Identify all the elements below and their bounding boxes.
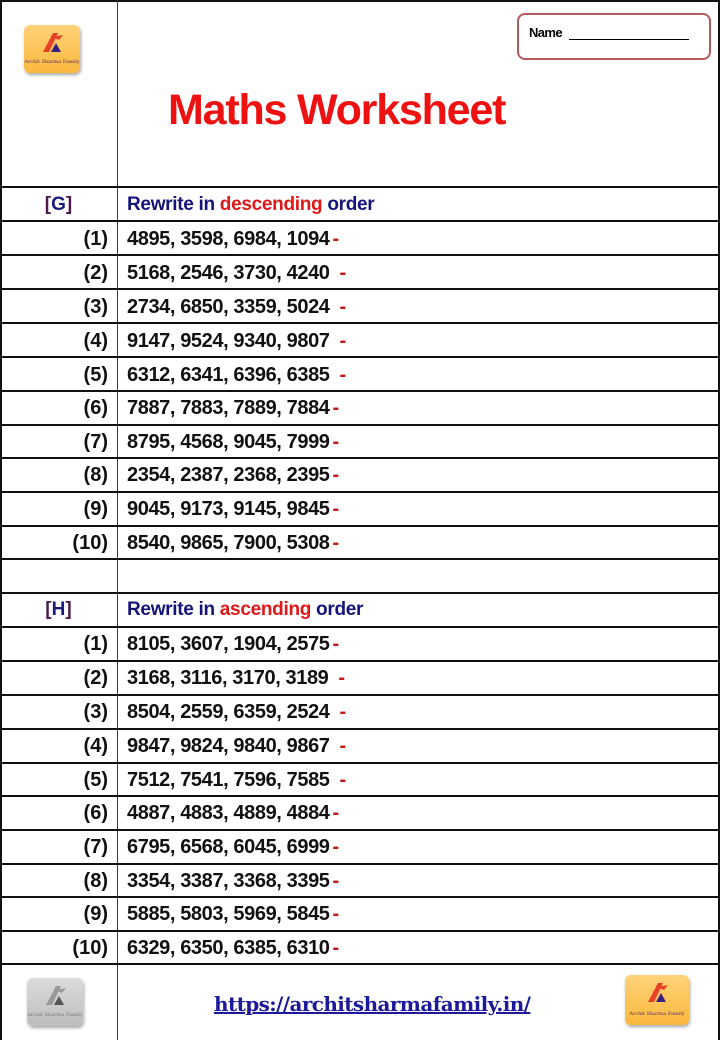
question-numbers: 4895, 3598, 6984, 1094 - [127,228,339,250]
question-row [0,324,720,358]
section-id: [G] [44,194,73,215]
question-row [0,763,720,797]
question-numbers: 6312, 6341, 6396, 6385 - [127,364,346,386]
question-numbers: 9847, 9824, 9840, 9867 - [127,735,346,757]
question-numbers: 8504, 2559, 6359, 2524 - [127,701,346,723]
footer-logo-gray [27,978,83,1026]
answer-dash: - [332,903,339,925]
answer-dash: - [339,735,346,757]
instruction-keyword: descending [219,194,323,215]
question-row [0,695,720,729]
logo-mark-icon [644,981,670,1003]
section-id: [H] [45,599,72,620]
question-row [0,796,720,830]
question-number: (7) [83,836,108,858]
logo-mark-icon [39,31,65,53]
question-numbers: 2734, 6850, 3359, 5024 - [127,296,346,318]
question-number: (5) [83,364,108,386]
question-number: (4) [83,735,108,757]
question-numbers: 3354, 3387, 3368, 3395 - [127,870,339,892]
question-row [0,627,720,661]
question-row [0,492,720,526]
question-number: (8) [83,464,108,486]
section-header-row [0,188,720,222]
question-number: (6) [83,397,108,419]
logo-text: Archit Sharma Family [629,1011,685,1017]
question-number: (6) [83,802,108,824]
answer-dash: - [338,667,345,689]
question-numbers: 5885, 5803, 5969, 5845 - [127,903,339,925]
question-row [0,864,720,898]
question-numbers: 7512, 7541, 7596, 7585 - [127,769,346,791]
logo-text: Archit Sharma Family [27,1012,83,1018]
answer-dash: - [339,769,346,791]
answer-dash: - [332,397,339,419]
instruction-keyword: ascending [219,599,312,620]
page-border-top [0,0,720,2]
question-numbers: 8105, 3607, 1904, 2575 - [127,633,339,655]
question-number: (10) [72,532,108,554]
page-title: Maths Worksheet [168,86,506,134]
answer-dash: - [339,296,346,318]
question-number: (3) [83,296,108,318]
answer-dash: - [332,836,339,858]
question-row [0,222,720,256]
answer-dash: - [332,498,339,520]
question-numbers: 9045, 9173, 9145, 9845 - [127,498,339,520]
question-numbers: 3168, 3116, 3170, 3189 - [127,667,345,689]
question-number: (2) [83,262,108,284]
answer-dash: - [332,431,339,453]
question-numbers: 2354, 2387, 2368, 2395 - [127,464,339,486]
question-numbers: 7887, 7883, 7889, 7884 - [127,397,339,419]
section-header-row [0,593,720,627]
website-link[interactable]: https://architsharmafamily.in/ [214,992,531,1016]
question-row [0,661,720,695]
question-row [0,391,720,425]
question-numbers: 8795, 4568, 9045, 7999 - [127,431,339,453]
answer-dash: - [332,464,339,486]
logo-text: Archit Sharma Family [24,59,80,65]
question-number: (5) [83,769,108,791]
name-box[interactable] [517,13,711,60]
answer-dash: - [339,262,346,284]
question-number: (7) [83,431,108,453]
question-number: (4) [83,330,108,352]
question-number: (9) [83,498,108,520]
answer-dash: - [339,364,346,386]
answer-dash: - [332,870,339,892]
question-number: (1) [83,228,108,250]
name-label: Name [529,25,563,40]
section-instruction: Rewrite in descending order [127,194,375,215]
question-row [0,526,720,560]
question-number: (10) [72,937,108,959]
answer-dash: - [339,701,346,723]
name-input-line[interactable] [569,39,689,40]
question-row [0,290,720,324]
question-numbers: 4887, 4883, 4889, 4884 - [127,802,339,824]
footer-logo-color [625,975,689,1025]
question-row [0,897,720,931]
answer-dash: - [332,937,339,959]
question-row [0,358,720,392]
question-number: (1) [83,633,108,655]
question-numbers: 6329, 6350, 6385, 6310 - [127,937,339,959]
question-row [0,458,720,492]
question-number: (2) [83,667,108,689]
brand-logo [24,25,80,73]
question-number: (9) [83,903,108,925]
answer-dash: - [332,532,339,554]
answer-dash: - [339,330,346,352]
question-numbers: 6795, 6568, 6045, 6999 - [127,836,339,858]
answer-dash: - [332,633,339,655]
answer-dash: - [332,802,339,824]
section-instruction: Rewrite in ascending order [127,599,364,620]
question-row [0,729,720,763]
question-row [0,425,720,459]
question-numbers: 8540, 9865, 7900, 5308 - [127,532,339,554]
question-numbers: 5168, 2546, 3730, 4240 - [127,262,346,284]
logo-mark-icon [42,984,68,1006]
question-number: (8) [83,870,108,892]
answer-dash: - [332,228,339,250]
question-number: (3) [83,701,108,723]
question-numbers: 9147, 9524, 9340, 9807 - [127,330,346,352]
question-row [0,931,720,965]
question-row [0,256,720,290]
question-row [0,830,720,864]
